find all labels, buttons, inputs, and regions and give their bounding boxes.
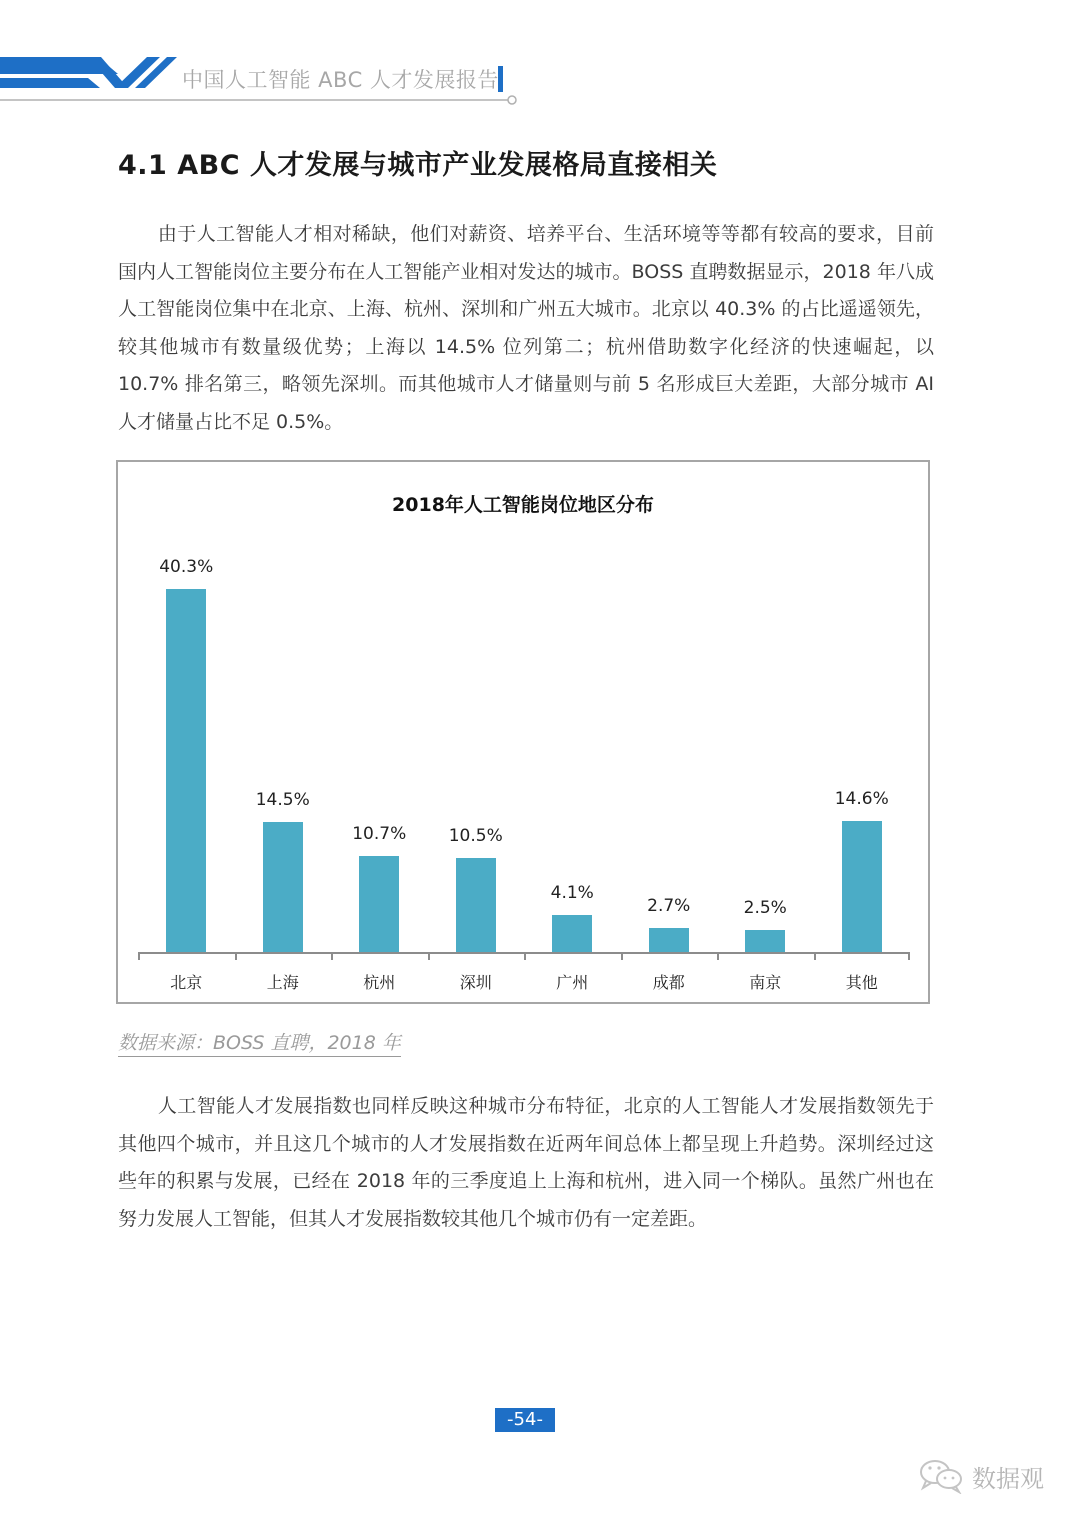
bar [456,858,496,953]
bar-value-label: 14.6% [834,788,889,809]
bar-value-label: 4.1% [550,883,594,904]
bar-value-label: 40.3% [159,557,214,578]
bar-chart [116,460,930,1004]
bar-group [621,462,718,1002]
x-axis-category-label: 其他 [845,973,878,992]
chart-title: 2018年人工智能岗位地区分布 [392,494,654,516]
wechat-icon [918,1458,966,1494]
x-axis-category-label: 广州 [556,973,589,992]
bar-group [814,462,911,1002]
bar [359,856,399,952]
bar [263,822,303,953]
watermark [918,1456,1044,1496]
bar [552,915,592,952]
bar-group [331,462,428,1002]
bar-group [524,462,621,1002]
bar [745,930,785,953]
bar-value-label: 14.5% [255,789,310,810]
bar [842,821,882,952]
bar-group [235,462,332,1002]
bar-value-label: 2.5% [743,897,787,918]
body-paragraph-2: 人工智能人才发展指数也同样反映这种城市分布特征，北京的人工智能人才发展指数领先于其他四个城市，并且这几个城市的人才发展指数在近两年间总体上都呈现上升趋势。深圳经过这些年的积累与发展，已经在 2018 年的三季度追上上海和杭州，进入同一个梯队。虽然广州也在努力发展人工智能，但其人才发展指数较其他几个城市仍有一定差距。 [118,1095,934,1230]
plot-area [138,462,910,1002]
bar [166,589,206,952]
data-source-note: 数据来源：BOSS 直聘，2018 年 [118,1028,401,1057]
report-title: 中国人工智能 ABC 人才发展报告 [182,68,499,92]
bar [649,928,689,952]
x-axis-category-label: 上海 [266,973,299,992]
body-paragraph-1: 由于人工智能人才相对稀缺，他们对薪资、培养平台、生活环境等等都有较高的要求，目前国内人工智能岗位主要分布在人工智能产业相对发达的城市。BOSS 直聘数据显示，2018 年八成人工智能岗位集中在北京、上海、杭州、深圳和广州五大城市。北京以 40.3% 的占比遥遥领先，较其他城市有数量级优势；上海以 14.5% 位列第二；杭州借助数字化经济的快速崛起，以 10.7% 排名第三，略领先深圳。而其他城市人才储量则与前 5 名形成巨大差距，大部分城市 AI 人才储量占比不足 0.5%。 [118,223,934,433]
bar-value-label: 10.5% [448,825,503,846]
bar-value-label: 2.7% [647,895,691,916]
x-axis-category-label: 深圳 [459,973,492,992]
section-title: 4.1 ABC 人才发展与城市产业发展格局直接相关 [118,150,718,181]
page-number: -54- [495,1408,555,1432]
bar-group [717,462,814,1002]
x-axis-category-label: 北京 [170,973,203,992]
bar-group [138,462,235,1002]
report-header [0,50,540,110]
bar-group [428,462,525,1002]
x-axis-category-label: 成都 [652,973,685,992]
x-axis-category-label: 杭州 [363,973,396,992]
bar-value-label: 10.7% [352,823,407,844]
watermark-text: 数据观 [972,1464,1044,1493]
x-axis-category-label: 南京 [749,973,782,992]
